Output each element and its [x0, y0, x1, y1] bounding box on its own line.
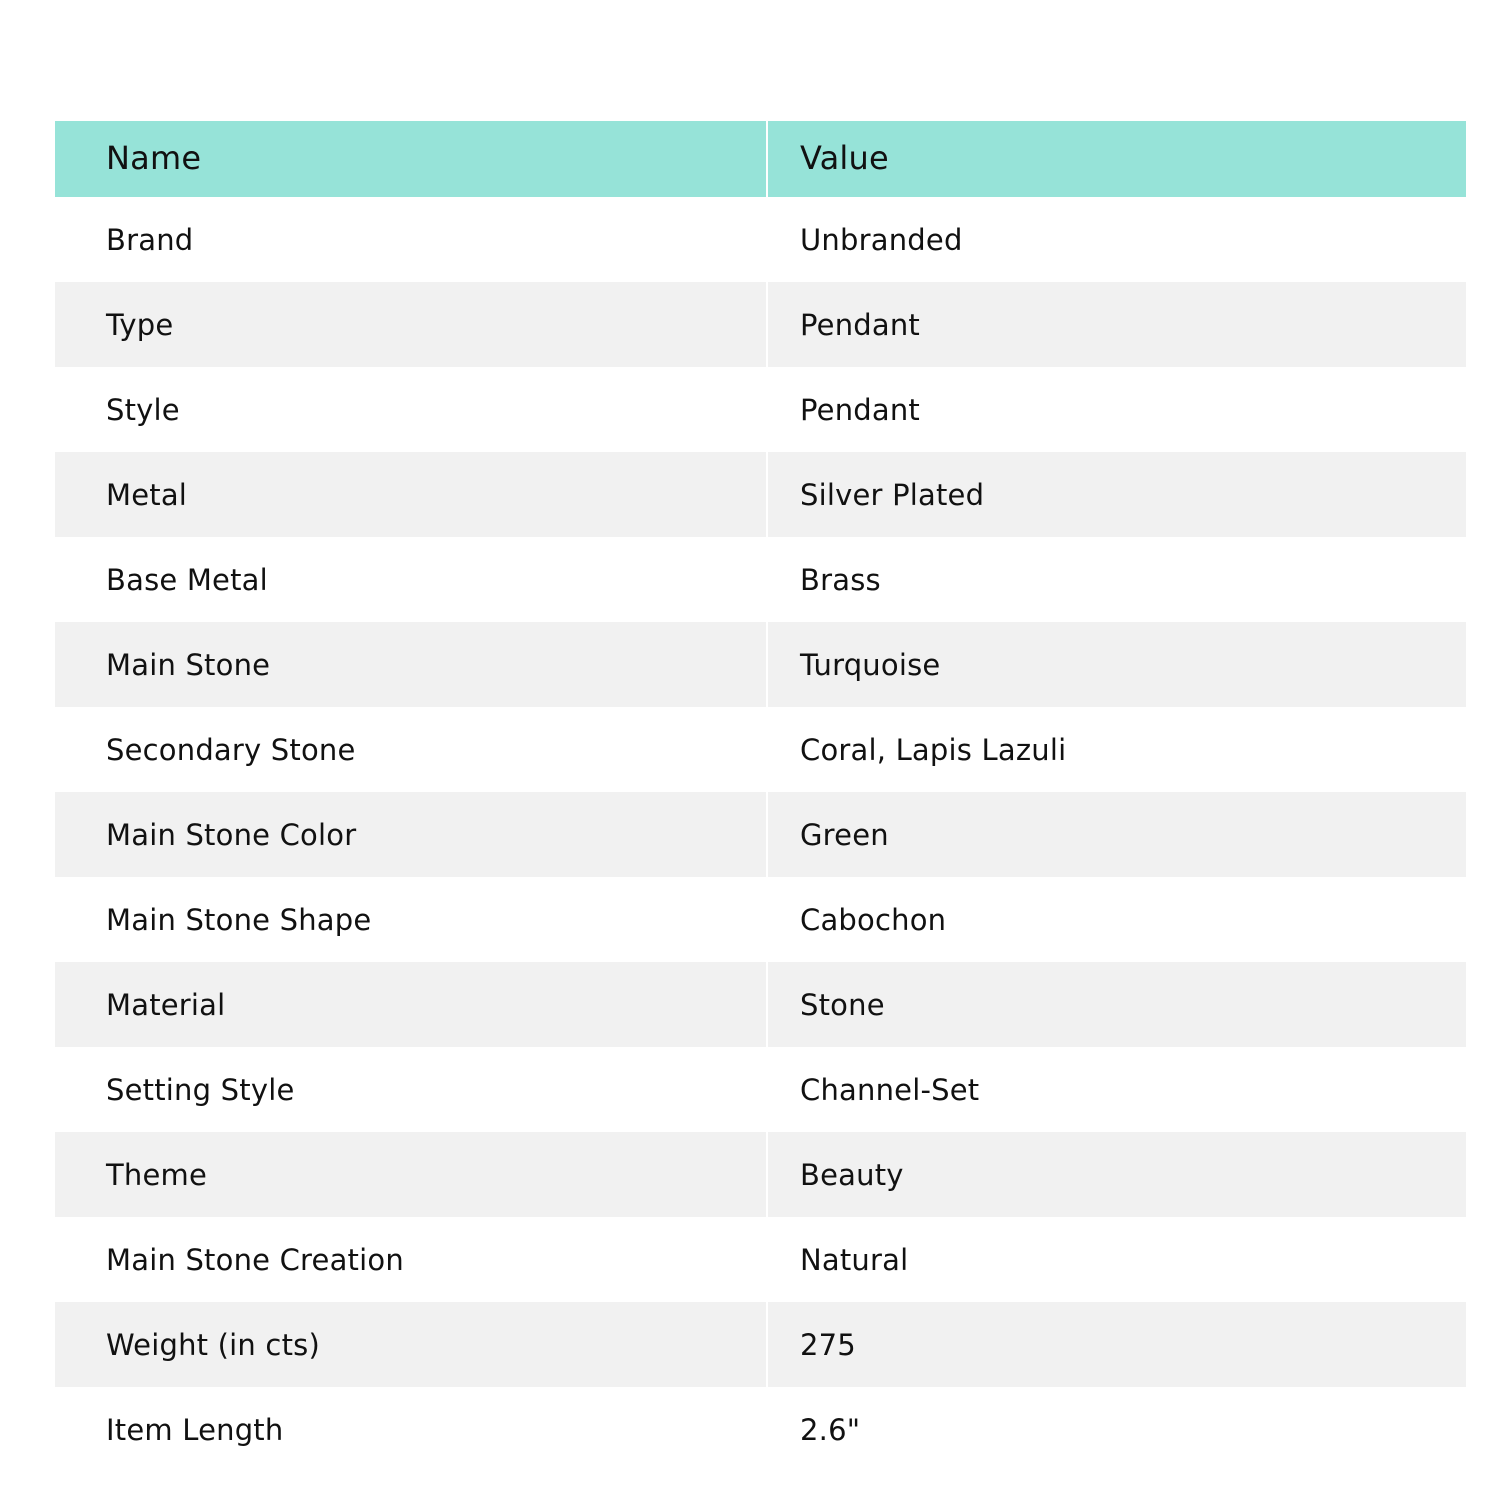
- row-value-cell: Turquoise: [768, 622, 1466, 707]
- row-value-cell: Channel-Set: [800, 1072, 980, 1107]
- table-row: [55, 622, 1466, 707]
- table-header-row: [55, 121, 1466, 197]
- row-value-cell: Natural: [800, 1242, 909, 1277]
- row-name-cell: Secondary Stone: [106, 732, 356, 767]
- table-row: [55, 792, 1466, 877]
- row-name-cell: Main Stone Shape: [106, 902, 372, 937]
- row-value-cell: 2.6": [800, 1412, 861, 1447]
- row-value-cell: Cabochon: [800, 902, 947, 937]
- row-name-cell: Item Length: [106, 1412, 284, 1447]
- row-value-cell: 275: [768, 1302, 1466, 1387]
- row-name-cell: Setting Style: [106, 1072, 295, 1107]
- table-row: [55, 1047, 1466, 1132]
- row-name-cell: Type: [55, 282, 766, 367]
- item-specifics-table: [55, 121, 1466, 1472]
- row-name-cell: Main Stone: [55, 622, 766, 707]
- row-value-cell: Pendant: [768, 282, 1466, 367]
- table-row: [55, 452, 1466, 537]
- row-value-cell: Stone: [768, 962, 1466, 1047]
- table-row: [55, 1387, 1466, 1472]
- row-name-cell: Brand: [106, 222, 194, 257]
- table-row: [55, 877, 1466, 962]
- table-row: [55, 367, 1466, 452]
- row-value-cell: Coral, Lapis Lazuli: [800, 732, 1067, 767]
- table-row: [55, 707, 1466, 792]
- row-name-cell: Theme: [55, 1132, 766, 1217]
- row-name-cell: Metal: [55, 452, 766, 537]
- table-row: [55, 1217, 1466, 1302]
- column-header-value: Value: [768, 121, 1466, 197]
- table-row: [55, 1132, 1466, 1217]
- table-row: [55, 197, 1466, 282]
- table-row: [55, 962, 1466, 1047]
- row-value-cell: Green: [768, 792, 1466, 877]
- row-name-cell: Base Metal: [106, 562, 268, 597]
- row-value-cell: Beauty: [768, 1132, 1466, 1217]
- row-value-cell: Brass: [800, 562, 881, 597]
- table-row: [55, 1302, 1466, 1387]
- row-value-cell: Pendant: [800, 392, 921, 427]
- row-name-cell: Style: [106, 392, 180, 427]
- row-name-cell: Weight (in cts): [55, 1302, 766, 1387]
- row-name-cell: Main Stone Creation: [106, 1242, 404, 1277]
- row-value-cell: Unbranded: [800, 222, 963, 257]
- row-value-cell: Silver Plated: [768, 452, 1466, 537]
- row-name-cell: Material: [55, 962, 766, 1047]
- column-header-name: Name: [55, 121, 766, 197]
- table-row: [55, 537, 1466, 622]
- table-row: [55, 282, 1466, 367]
- row-name-cell: Main Stone Color: [55, 792, 766, 877]
